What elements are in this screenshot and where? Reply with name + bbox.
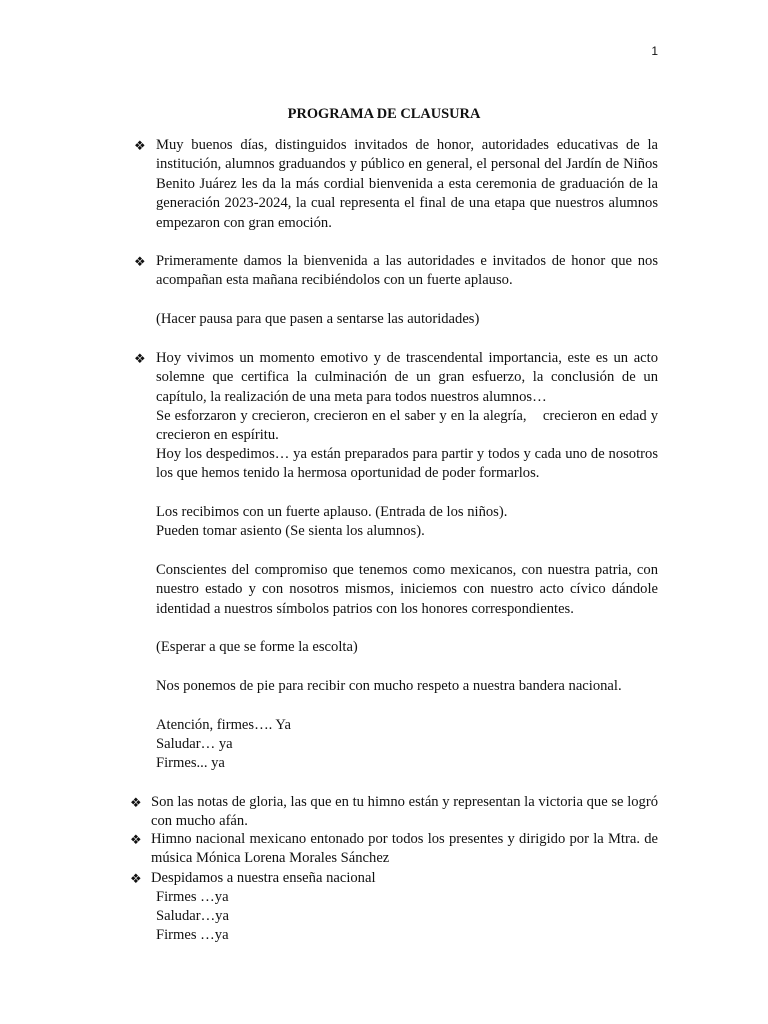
page-title: PROGRAMA DE CLAUSURA (287, 106, 481, 122)
instruction-escort: (Esperar a que se forme la escolta) (156, 639, 358, 655)
command-salute: Saludar… ya (156, 736, 233, 752)
line-take-seat: Pueden tomar asiento (Se sienta los alumnos). (156, 523, 425, 539)
paragraph-emotive-moment: Hoy vivimos un momento emotivo y de trascendental importancia, este es un acto solemne que certifica la culminación de un gran esfuerzo, la conclusión de un capítulo, la realización de una meta para todos nuestros alumnos… (156, 350, 658, 405)
command-firm-3: Firmes …ya (156, 927, 229, 943)
paragraph-anthem: Himno nacional mexicano entonado por todos los presentes y dirigido por la Mtra. de música Mónica Lorena Morales Sánchez (151, 831, 658, 867)
page-number: 1 (651, 44, 658, 58)
bullet-icon: ❖ (134, 138, 146, 153)
paragraph-authorities: Primeramente damos la bienvenida a las autoridades e invitados de honor que nos acompañan esta mañana recibiéndolos con un fuerte aplauso. (156, 253, 658, 289)
bullet-icon: ❖ (130, 795, 142, 810)
paragraph-civic-act: Conscientes del compromiso que tenemos como mexicanos, con nuestra patria, con nuestro estado y con nosotros mismos, iniciemos con nuestro acto cívico dándole identidad a nuestros símbolos patrios con los honores correspondientes. (156, 562, 658, 617)
command-attention: Atención, firmes…. Ya (156, 717, 291, 733)
line-farewell-flag: Despidamos a nuestra enseña nacional (151, 870, 376, 886)
bullet-icon: ❖ (130, 832, 142, 847)
paragraph-welcome: Muy buenos días, distinguidos invitados de honor, autoridades educativas de la institución, alumnos graduandos y público en general, el personal del Jardín de Niños Benito Juárez les da la más cordial bienvenida a esta ceremonia de graduación de la generación 2023-2024, la cual representa el final de una etapa que nuestros alumnos empezaron con gran emoción. (156, 137, 658, 231)
paragraph-farewell: Hoy los despedimos… ya están preparados para partir y todos y cada uno de nosotros los que hemos tenido la hermosa oportunidad de poder formarlos. (156, 446, 658, 482)
command-salute-2: Saludar…ya (156, 908, 229, 924)
bullet-icon: ❖ (134, 254, 146, 269)
bullet-icon: ❖ (130, 871, 142, 886)
paragraph-grew: Se esforzaron y crecieron, crecieron en el saber y en la alegría, crecieron en edad y crecieron en espíritu. (156, 408, 662, 444)
instruction-pause: (Hacer pausa para que pasen a sentarse las autoridades) (156, 311, 480, 327)
line-stand-up: Nos ponemos de pie para recibir con mucho respeto a nuestra bandera nacional. (156, 678, 622, 694)
paragraph-glory-notes: Son las notas de gloria, las que en tu himno están y representan la victoria que se logró con mucho afán. (151, 794, 658, 830)
command-firm: Firmes... ya (156, 755, 225, 771)
command-firm-2: Firmes …ya (156, 889, 229, 905)
line-applause: Los recibimos con un fuerte aplauso. (Entrada de los niños). (156, 504, 508, 520)
bullet-icon: ❖ (134, 351, 146, 366)
